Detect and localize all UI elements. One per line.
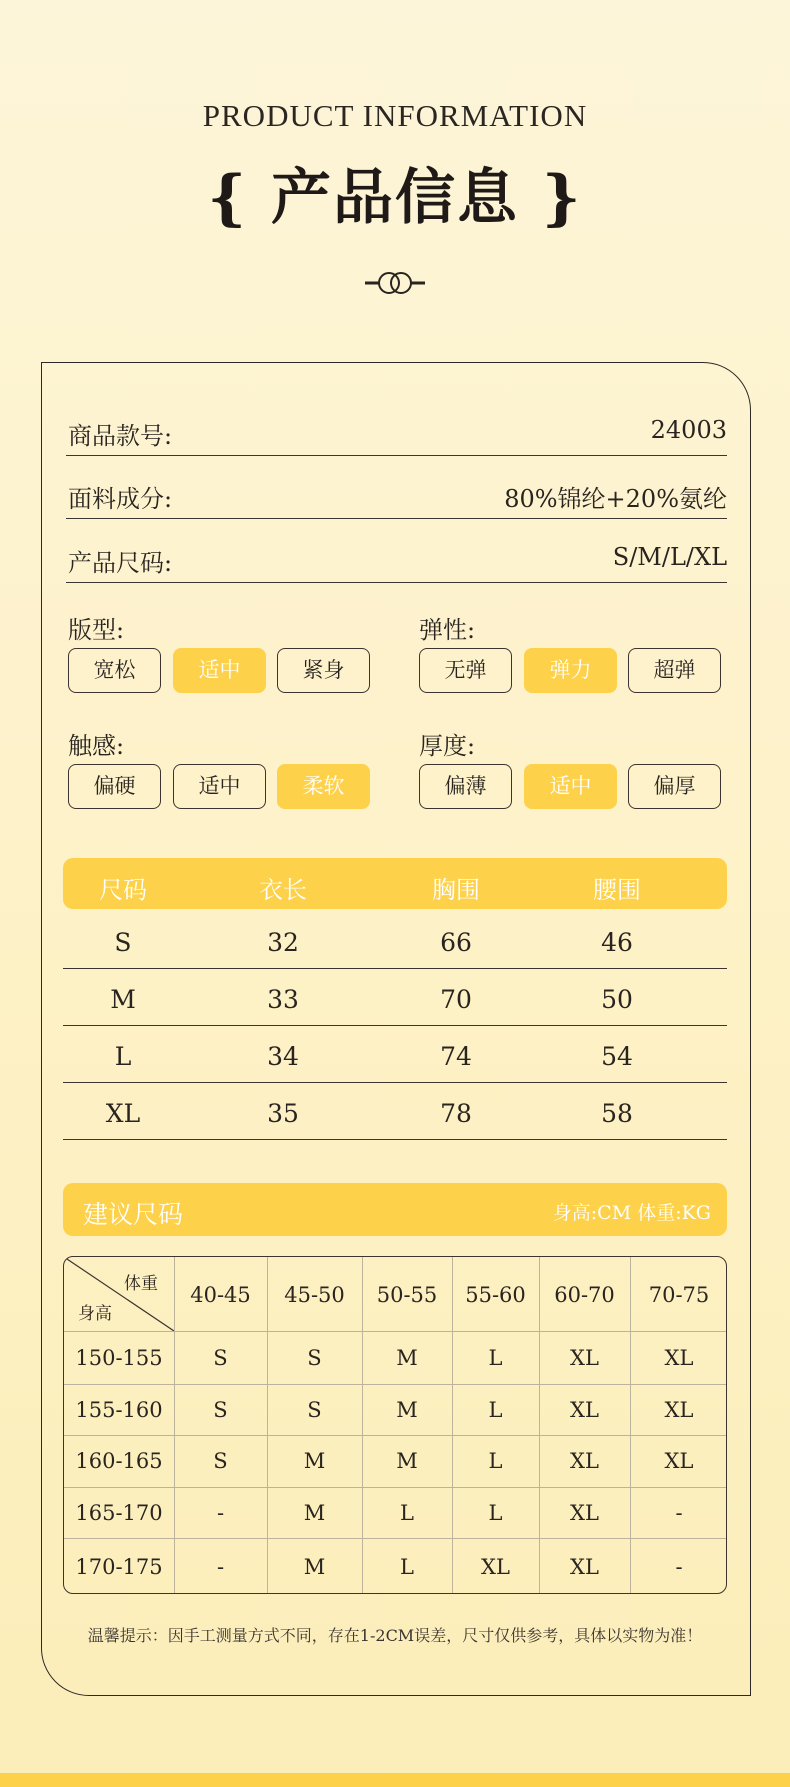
size-cell: L (114, 1042, 132, 1071)
grid-row-line (64, 1384, 727, 1385)
size-cell: 34 (267, 1042, 299, 1071)
size-cell: 70 (440, 985, 472, 1014)
info-key: 面料成分: (68, 485, 173, 513)
info-row-fabric (66, 455, 727, 519)
size-header-cell: 胸围 (432, 876, 480, 904)
recommended-size-cell: XL (570, 1500, 599, 1525)
ornament-divider-icon (365, 270, 425, 296)
recommended-size-cell: L (400, 1500, 414, 1525)
recommended-size-cell: S (307, 1397, 322, 1422)
recommended-size-cell: L (488, 1397, 503, 1422)
grid-col-line (362, 1257, 363, 1594)
weight-header-cell: 70-75 (648, 1283, 710, 1307)
weight-header-cell: 40-45 (190, 1283, 251, 1307)
measurement-note: 温馨提示：因手工测量方式不同，存在1-2CM误差，尺寸仅供参考，具体以实物为准！ (87, 1626, 703, 1645)
attr-label-elasticity: 弹性: (419, 616, 476, 644)
size-cell: XL (105, 1099, 141, 1128)
size-recommendation-grid (63, 1256, 727, 1594)
size-header-cell: 衣长 (259, 876, 307, 904)
size-cell: 46 (601, 928, 633, 957)
option-chip[interactable]: 弹力 (524, 648, 617, 693)
option-chip[interactable]: 偏薄 (419, 764, 512, 809)
page-title: { 产品信息 } (207, 163, 583, 233)
size-cell: 33 (267, 985, 299, 1014)
weight-header-cell: 60-70 (554, 1283, 615, 1307)
option-chip[interactable]: 偏硬 (68, 764, 161, 809)
size-table-row (63, 1083, 727, 1140)
size-cell: 58 (601, 1099, 633, 1128)
recommended-size-cell: L (400, 1554, 414, 1579)
recommended-size-cell: M (303, 1500, 326, 1525)
info-key: 商品款号: (68, 422, 173, 450)
size-cell: 66 (440, 928, 472, 957)
height-header-cell: 170-175 (75, 1554, 163, 1579)
attr-label-thickness: 厚度: (419, 732, 476, 760)
size-table-row (63, 912, 727, 969)
size-cell: 32 (267, 928, 299, 957)
recommended-size-cell: S (307, 1345, 322, 1370)
recommended-size-cell: - (675, 1554, 683, 1579)
recommended-size-cell: - (675, 1500, 683, 1525)
recommended-size-cell: XL (570, 1345, 599, 1370)
size-cell: 50 (601, 985, 633, 1014)
recommended-size-cell: XL (664, 1397, 694, 1422)
option-chip[interactable]: 适中 (173, 764, 266, 809)
recommended-size-cell: XL (481, 1554, 510, 1579)
attr-label-fit: 版型: (68, 616, 125, 644)
size-cell: 35 (267, 1099, 299, 1128)
size-cell: 54 (601, 1042, 633, 1071)
grid-col-line (452, 1257, 453, 1594)
weight-header-cell: 45-50 (284, 1283, 345, 1307)
info-value: 24003 (650, 416, 727, 444)
recommended-size-cell: XL (664, 1345, 694, 1370)
recommended-size-cell: - (216, 1554, 225, 1579)
recommended-size-cell: M (396, 1345, 418, 1370)
recommended-size-cell: L (488, 1345, 503, 1370)
grid-row-line (64, 1487, 727, 1488)
grid-row-line (64, 1331, 727, 1332)
option-chip[interactable]: 紧身 (277, 648, 370, 693)
grid-col-line (539, 1257, 540, 1594)
recommended-size-cell: L (488, 1500, 503, 1525)
recommended-size-cell: S (213, 1397, 228, 1422)
height-header-cell: 160-165 (75, 1449, 163, 1473)
option-chip[interactable]: 无弹 (419, 648, 512, 693)
option-chip[interactable]: 偏厚 (628, 764, 721, 809)
size-table-row (63, 969, 727, 1026)
size-table-header (63, 858, 727, 909)
weight-header-cell: 50-55 (376, 1283, 438, 1307)
grid-row-line (64, 1538, 727, 1539)
info-row-style-number (66, 392, 727, 456)
recommended-size-cell: M (396, 1449, 418, 1473)
option-chip[interactable]: 宽松 (68, 648, 161, 693)
recommended-size-cell: - (216, 1500, 225, 1525)
height-header-cell: 155-160 (75, 1397, 163, 1422)
grid-col-line (267, 1257, 268, 1594)
size-table-row (63, 1026, 727, 1083)
recommended-size-cell: XL (570, 1554, 599, 1579)
grid-col-line (630, 1257, 631, 1594)
size-cell: M (110, 985, 136, 1014)
recommended-size-cell: S (213, 1449, 228, 1473)
corner-height-label: 身高 (78, 1304, 112, 1324)
height-header-cell: 165-170 (75, 1500, 163, 1525)
suggestion-banner (63, 1183, 727, 1236)
height-header-cell: 150-155 (75, 1345, 163, 1370)
option-chip[interactable]: 适中 (524, 764, 617, 809)
recommended-size-cell: M (396, 1397, 418, 1422)
info-key: 产品尺码: (68, 549, 173, 577)
recommended-size-cell: S (213, 1345, 228, 1370)
option-chip[interactable]: 超弹 (628, 648, 721, 693)
grid-col-line (174, 1257, 175, 1594)
english-title: PRODUCT INFORMATION (202, 98, 588, 133)
size-cell: 74 (440, 1042, 472, 1071)
recommended-size-cell: M (303, 1449, 326, 1473)
suggestion-units: 身高:CM 体重:KG (552, 1202, 711, 1224)
bottom-accent-bar (0, 1773, 790, 1787)
recommended-size-cell: XL (570, 1449, 599, 1473)
recommended-size-cell: M (303, 1554, 326, 1579)
size-header-cell: 腰围 (593, 876, 641, 904)
weight-header-cell: 55-60 (465, 1283, 526, 1307)
attr-label-feel: 触感: (68, 732, 125, 760)
size-cell: S (114, 928, 132, 957)
info-value: S/M/L/XL (612, 543, 727, 571)
info-value: 80%锦纶+20%氨纶 (504, 485, 727, 513)
recommended-size-cell: L (488, 1449, 503, 1473)
size-header-cell: 尺码 (99, 876, 147, 904)
info-row-sizes (66, 519, 727, 583)
recommended-size-cell: XL (664, 1449, 694, 1473)
size-cell: 78 (440, 1099, 472, 1128)
corner-weight-label: 体重 (124, 1274, 158, 1294)
recommended-size-cell: XL (570, 1397, 599, 1422)
grid-row-line (64, 1435, 727, 1436)
option-chip[interactable]: 柔软 (277, 764, 370, 809)
option-chip[interactable]: 适中 (173, 648, 266, 693)
suggestion-title: 建议尺码 (83, 1200, 184, 1229)
